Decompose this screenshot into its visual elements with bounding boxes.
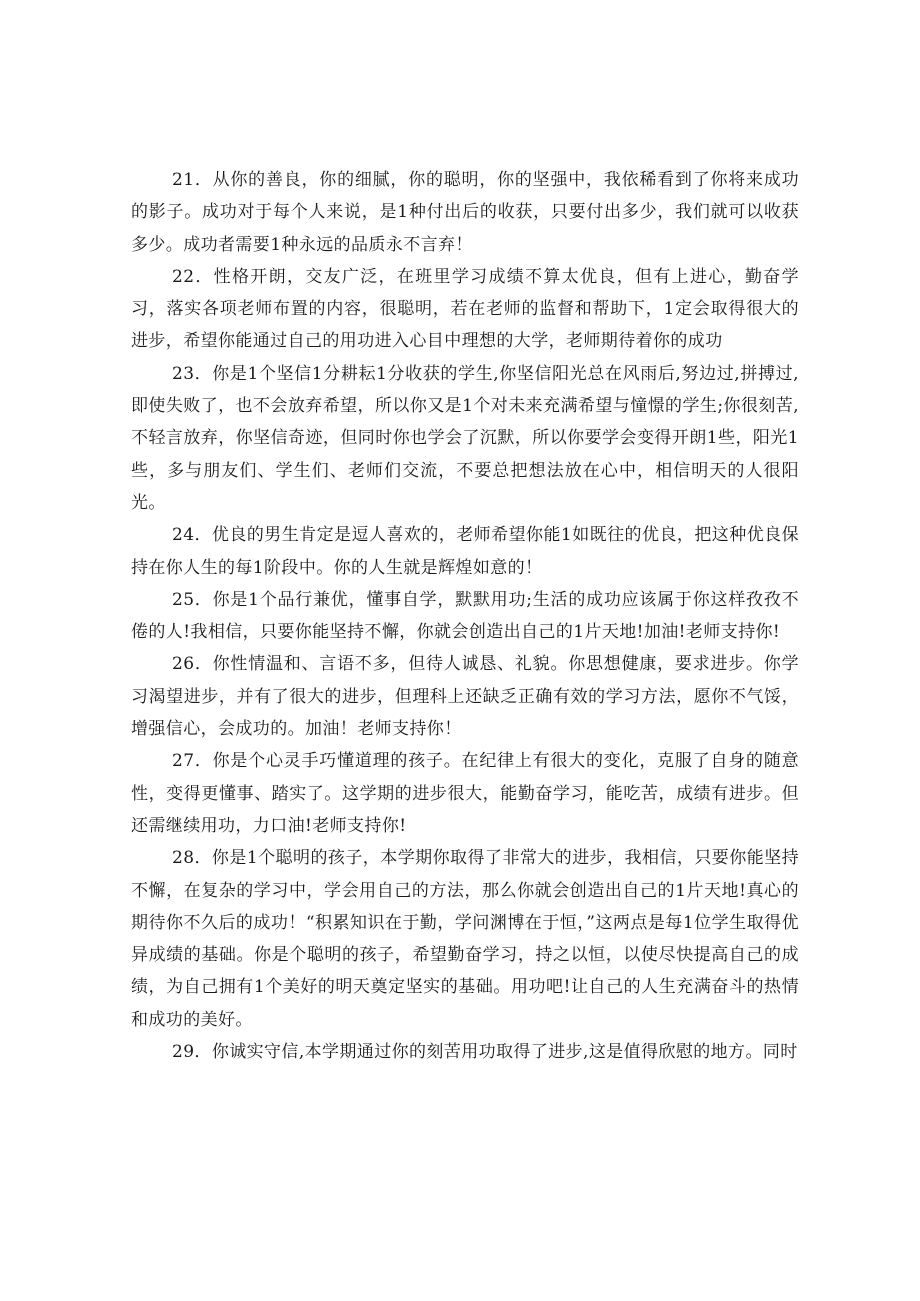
paragraph-29: 29．你诚实守信,本学期通过你的刻苦用功取得了进步,这是值得欣慰的地方。同时: [172, 1042, 798, 1063]
paragraph-23: 23．你是1个坚信1分耕耘1分收获的学生,你坚信阳光总在风雨后,努边过,拼搏过,即使失败了，也不会放弃希望，所以你又是1个对未来充满希望与憧憬的学生;你很刻苦,不轻言放弃，你坚信奇迹，但同时你也学会了沉默，所以你要学会变得开朗1些，阳光1些，多与朋友们、学生们、老师们交流，不要总把想法放在心中，相信明天的人很阳光。: [131, 363, 799, 513]
paragraph-28: 28．你是1个聪明的孩子，本学期你取得了非常大的进步，我相信，只要你能坚持不懈，在复杂的学习中，学会用自己的方法，那么你就会创造出自己的1片天地!真心的期待你不久后的成功！“积累知识在于勤，学问渊博在于恒，”这两点是每1位学生取得优异成绩的基础。你是个聪明的孩子，希望勤奋学习，持之以恒，以使尽快提高自己的成绩，为自己拥有1个美好的明天奠定坚实的基础。用功吧!让自己的人生充满奋斗的热情和成功的美好。: [131, 848, 799, 1030]
paragraph-27: 27．你是个心灵手巧懂道理的孩子。在纪律上有很大的变化，克服了自身的随意性，变得更懂事、踏实了。这学期的进步很大，能勤奋学习，能吃苦，成绩有进步。但还需继续用功，力口油!老师支持你!: [131, 751, 799, 836]
document-body: [131, 164, 799, 1068]
paragraph-22: 22．性格开朗，交友广泛，在班里学习成绩不算太优良，但有上进心，勤奋学习，落实各项老师布置的内容，很聪明，若在老师的监督和帮助下，1定会取得很大的进步，希望你能通过自己的用功进入心目中理想的大学，老师期待着你的成功: [131, 266, 799, 352]
paragraph-21: 21．从你的善良，你的细腻，你的聪明，你的坚强中，我依稀看到了你将来成功的影子。成功对于每个人来说，是1种付出后的收获，只要付出多少，我们就可以收获多少。成功者需要1种永远的品质永不言弃！: [131, 170, 799, 255]
paragraph-24: 24．优良的男生肯定是逗人喜欢的，老师希望你能1如既往的优良，把这种优良保持在你人生的每1阶段中。你的人生就是辉煌如意的！: [131, 525, 799, 578]
paragraph-25: 25．你是1个品行兼优，懂事自学，默默用功;生活的成功应该属于你这样孜孜不倦的人!我相信，只要你能坚持不懈，你就会创造出自己的1片天地!加油!老师支持你!: [131, 589, 799, 643]
paragraph-26: 26．你性情温和、言语不多，但待人诚恳、礼貌。你思想健康，要求进步。你学习渴望进步，并有了很大的进步，但理科上还缺乏正确有效的学习方法，愿你不气馁，增强信心，会成功的。加油！老师支持你！: [131, 654, 799, 740]
